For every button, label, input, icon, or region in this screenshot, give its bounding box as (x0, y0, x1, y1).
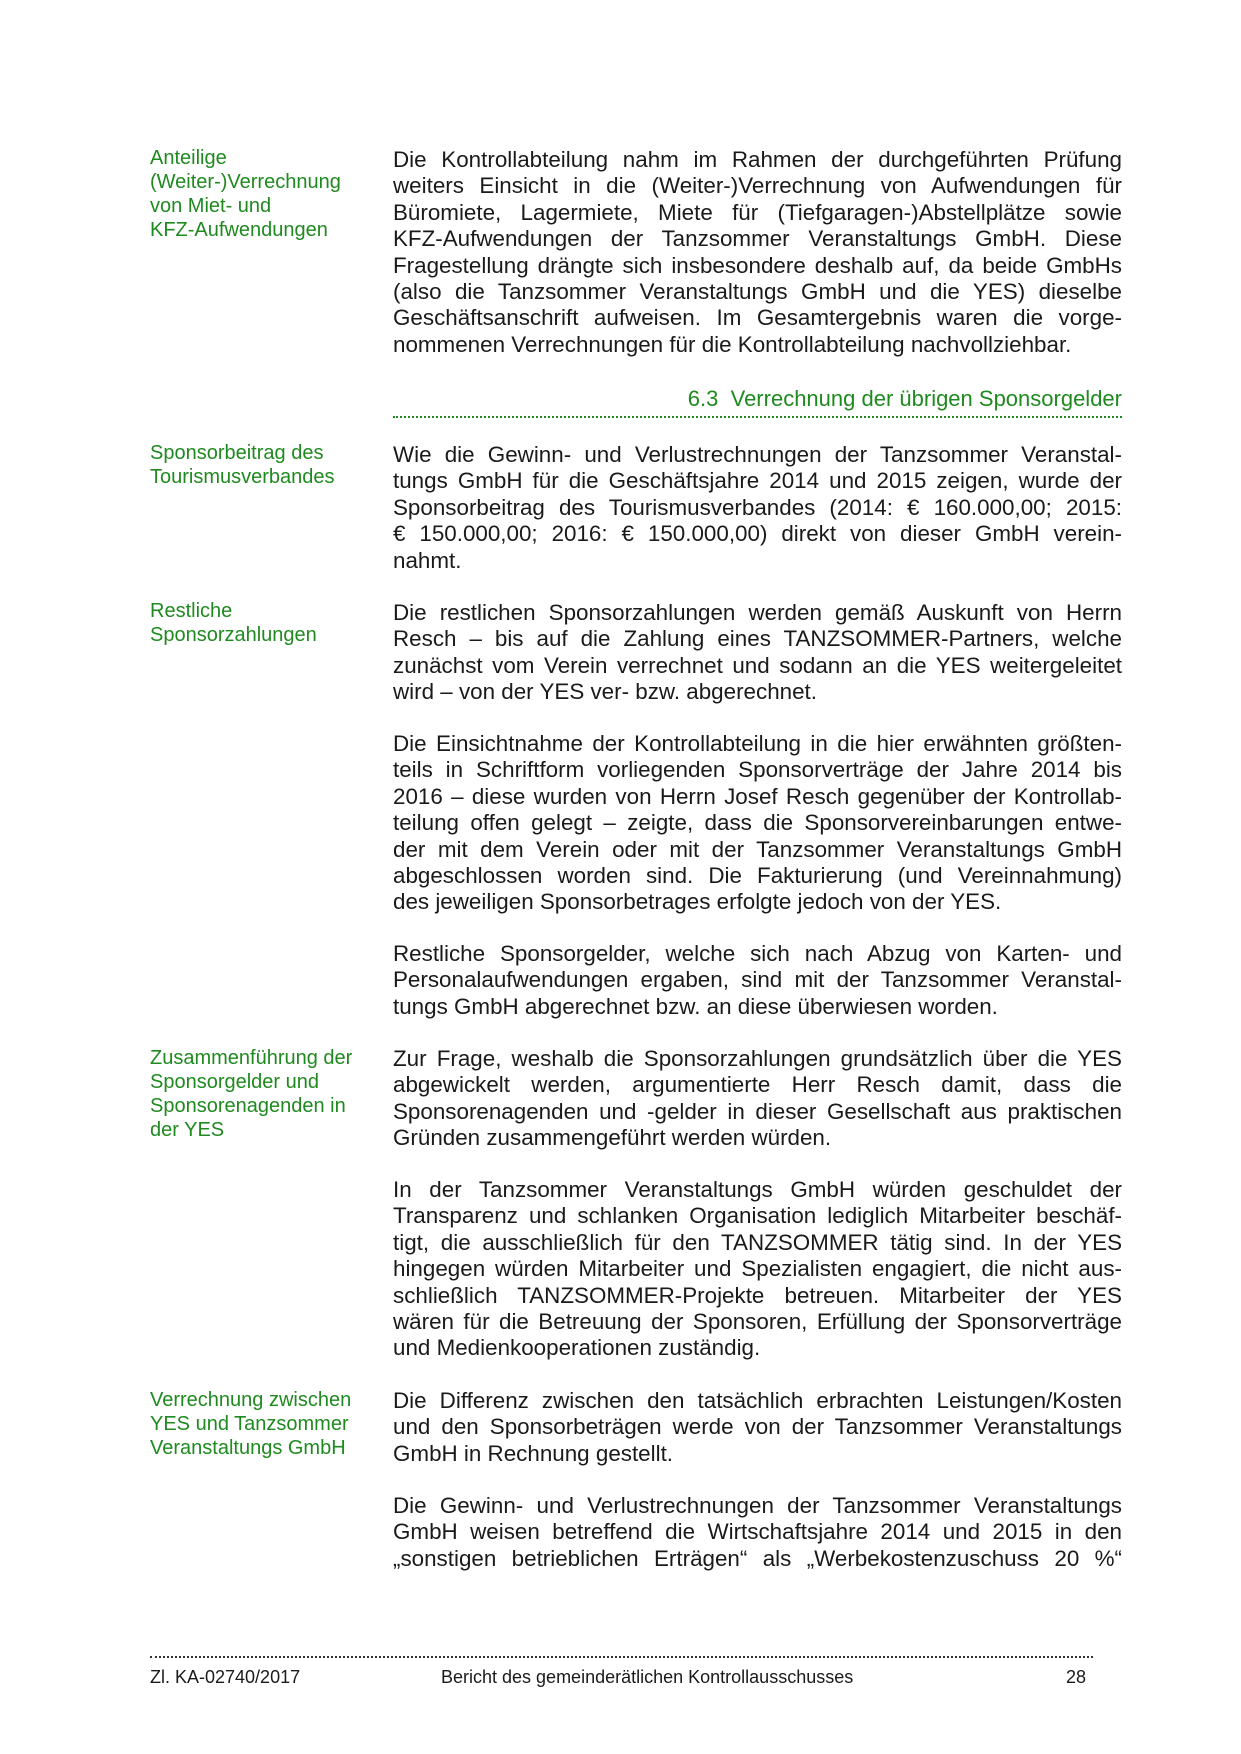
section-number: 6.3 (687, 386, 719, 411)
paragraph-zusammenfuehrung: Zur Frage, weshalb die Sponsorzahlungen grundsätzlich über die YES abgewickelt werden, argumentierte Herr Resch damit, dass die Sponsorenagenden und -gelder in dieser Gesellschaft aus praktischen Gründen zusammengeführt werden würden. (393, 1046, 1122, 1151)
margin-note-verrechnung: Verrechnung zwischen YES und Tanzsommer Veranstaltungs GmbH (150, 1389, 352, 1459)
footer-reference: Zl. KA-02740/2017 (150, 1667, 301, 1687)
margin-note-restliche-sponsorzahlungen: Restliche Sponsorzahlungen (150, 600, 317, 646)
paragraph-einsichtnahme: Die Einsichtnahme der Kontrollabteilung in die hier erwähnten größten- teils in Schriftform vorliegenden Sponsorverträge der Jahre 2014 bis 2016 – diese wurden von Herrn Josef Resch gegenüber der Kontrollab- teilung offen gelegt – zeigte, dass die Sponsorvereinbarungen entwe- der mit dem Verein oder mit der Tanzsommer Veranstaltungs GmbH abgeschlossen worden sind. Die Fakturierung (und Vereinnahmung) des jeweiligen Sponsorbetrages erfolgte jedoch von der YES. (393, 731, 1122, 915)
paragraph-restliche-sponsorzahlungen: Die restlichen Sponsorzahlungen werden gemäß Auskunft von Herrn Resch – bis auf die Zahlung eines TANZSOMMER-Partners, welche zunächst vom Verein verrechnet und sodann an die YES weitergeleitet wird – von der YES ver- bzw. abgerechnet. (393, 600, 1122, 705)
paragraph-miet-kfz: Die Kontrollabteilung nahm im Rahmen der durchgeführten Prüfung weiters Einsicht in die (Weiter-)Verrechnung von Aufwendungen für Büromiete, Lagermiete, Miete für (Tiefgaragen-)Abstellplätze sowie KFZ-Aufwendungen der Tanzsommer Veranstaltungs GmbH. Diese Fragestellung drängte sich insbesondere deshalb auf, da beide GmbHs (also die Tanzsommer Veranstaltungs GmbH und die YES) dieselbe Geschäftsanschrift aufweisen. Im Gesamtergebnis waren die vorge- nommenen Verrechnungen für die Kontrollabteilung nachvollziehbar. (393, 147, 1122, 357)
paragraph-restliche-sponsorgelder: Restliche Sponsorgelder, welche sich nach Abzug von Karten- und Personalaufwendungen ergaben, sind mit der Tanzsommer Veranstal- tungs GmbH abgerechnet bzw. an diese überwiesen worden. (393, 941, 1122, 1019)
paragraph-gewinn-verlust: Die Gewinn- und Verlustrechnungen der Tanzsommer Veranstaltungs GmbH weisen betreffend die Wirtschaftsjahre 2014 und 2015 in den „sonstigen betrieblichen Erträgen“ als „Werbekostenzuschuss 20 %“ (393, 1493, 1122, 1571)
paragraph-tourismusverband: Wie die Gewinn- und Verlustrechnungen der Tanzsommer Veranstal- tungs GmbH für die Geschäftsjahre 2014 und 2015 zeigen, wurde der Sponsorbeitrag des Tourismusverbandes (2014: € 160.000,00; 2015: € 150.000,00; 2016: € 150.000,00) direkt von dieser GmbH verein- nahmt. (393, 442, 1122, 573)
paragraph-differenz: Die Differenz zwischen den tatsächlich erbrachten Leistungen/Kosten und den Sponsorbeträgen werde von der Tanzsommer Veranstaltungs GmbH in Rechnung gestellt. (393, 1388, 1122, 1466)
paragraph-mitarbeiter: In der Tanzsommer Veranstaltungs GmbH würden geschuldet der Transparenz und schlanken Organisation lediglich Mitarbeiter beschäf- tigt, die ausschließlich für den TANZSOMMER tätig sind. In der YES hingegen würden Mitarbeiter und Spezialisten engagiert, die nicht aus- schließlich TANZSOMMER-Projekte betreuen. Mitarbeiter der YES wären für die Betreuung der Sponsoren, Erfüllung der Sponsorverträge und Medienkooperationen zuständig. (393, 1177, 1122, 1361)
page-number: 28 (1066, 1667, 1087, 1687)
footer-divider (150, 1656, 1093, 1658)
margin-note-zusammenfuehrung: Zusammenführung der Sponsorgelder und Sponsorenagenden in der YES (150, 1047, 353, 1141)
section-heading-divider (393, 416, 1122, 418)
footer-title: Bericht des gemeinderätlichen Kontrollausschusses (441, 1667, 854, 1687)
section-heading (393, 385, 1122, 413)
margin-note-miet-kfz: Anteilige (Weiter-)Verrechnung von Miet- und KFZ-Aufwendungen (150, 147, 341, 241)
section-title: Verrechnung der übrigen Sponsorgelder (730, 386, 1122, 411)
margin-note-tourismusverband: Sponsorbeitrag des Tourismusverbandes (150, 442, 335, 488)
